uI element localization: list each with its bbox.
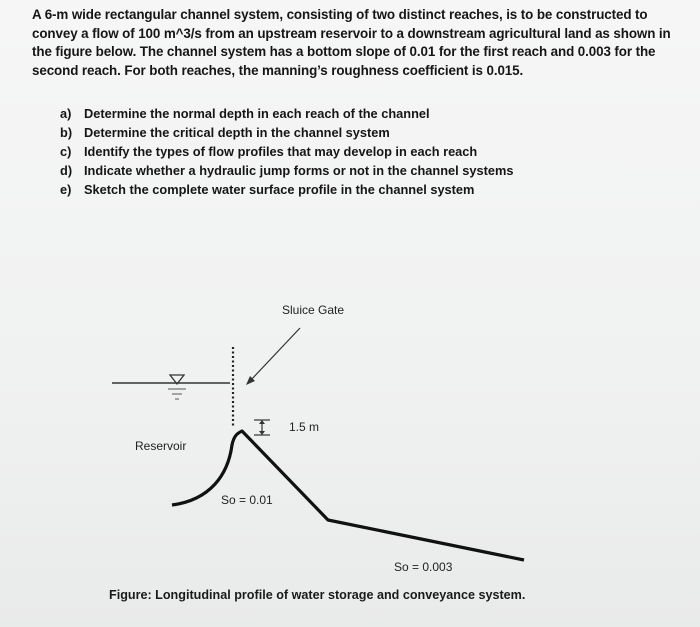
- sluice-gate-label: Sluice Gate: [282, 303, 345, 317]
- question-item: [60, 161, 580, 180]
- question-item: [60, 142, 580, 161]
- question-text: Determine the critical depth in the channel system: [84, 125, 390, 140]
- slope2-label: So = 0.003: [394, 560, 453, 574]
- question-letter: e): [60, 182, 72, 197]
- question-item: [60, 180, 580, 199]
- problem-line: convey a flow of 100 m^3/s from an upstream reservoir to a downstream agricultural land as shown in: [32, 25, 671, 41]
- channel-profile-figure: [100, 295, 540, 595]
- question-text: Indicate whether a hydraulic jump forms or not in the channel systems: [84, 163, 514, 178]
- question-item: [60, 104, 580, 123]
- question-letter: b): [60, 125, 73, 140]
- question-letter: d): [60, 163, 73, 178]
- question-text: Determine the normal depth in each reach of the channel: [84, 106, 430, 121]
- problem-line: A 6-m wide rectangular channel system, consisting of two distinct reaches, is to be constructed to: [32, 7, 648, 22]
- question-text: Sketch the complete water surface profile in the channel system: [84, 182, 475, 197]
- slope1-label: So = 0.01: [221, 493, 273, 507]
- problem-statement: [32, 6, 672, 80]
- reservoir-label: Reservoir: [135, 439, 187, 453]
- question-list: [60, 104, 580, 199]
- question-text: Identify the types of flow profiles that may develop in each reach: [84, 144, 478, 159]
- gate-opening-label: 1.5 m: [289, 420, 320, 434]
- problem-line: second reach. For both reaches, the manning’s roughness coefficient is 0.015.: [32, 62, 524, 78]
- dimension-arrow-up-icon: [259, 420, 265, 424]
- sluice-gate-leader: [250, 328, 300, 381]
- question-item: [60, 123, 580, 142]
- figure-caption: Figure: Longitudinal profile of water storage and conveyance system.: [109, 588, 526, 602]
- problem-line: the figure below. The channel system has a bottom slope of 0.01 for the first reach and 0.003 for the: [32, 44, 656, 60]
- question-letter: c): [60, 144, 72, 159]
- question-letter: a): [60, 106, 72, 121]
